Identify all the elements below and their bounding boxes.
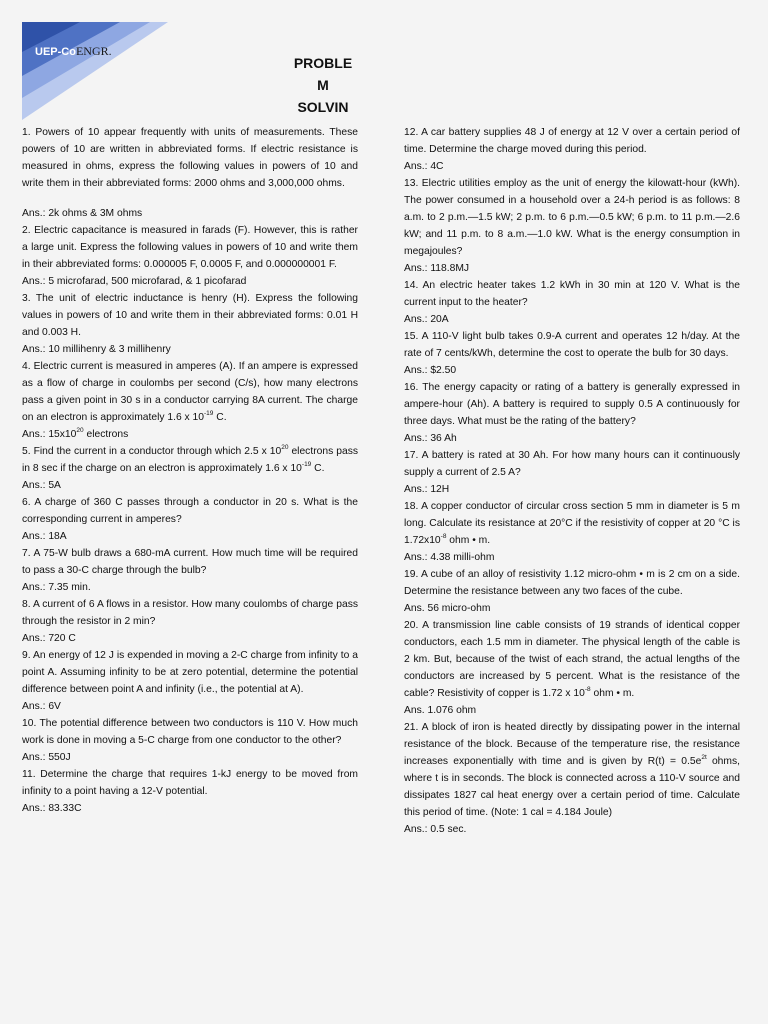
question-1: 1. Powers of 10 appear frequently with units of measurements. These powers of 10 are written in abbreviated forms. If electric resistance is measured in ohms, express the following values in powers of 10 and write them in their abbreviated forms: 2000 ohms and 3,000,000 ohms.	[22, 127, 358, 189]
question-21-text: 21. A block of iron is heated directly by dissipating power in the internal resistance of the block. Because of the temperature rise, the resistance increases exponentially with time and is given by R(t) = 0.5e	[404, 722, 740, 767]
answer-20: Ans. 1.076 ohm	[404, 705, 477, 716]
question-7: 7. A 75-W bulb draws a 680-mA current. How much time will be required to pass a 30-C charge through the bulb?	[22, 548, 358, 576]
logo-text-secondary: ENGR.	[75, 44, 112, 58]
question-10: 10. The potential difference between two conductors is 110 V. How much work is done in moving a 5-C charge from one conductor to the other?	[22, 718, 358, 746]
question-8: 8. A current of 6 A flows in a resistor. How many coulombs of charge pass through the resistor in 2 min?	[22, 599, 358, 627]
logo-text-primary: UEP-Co	[35, 46, 76, 58]
answer-1: Ans.: 2k ohms & 3M ohms	[22, 208, 143, 219]
question-20	[404, 617, 740, 702]
answer-5: Ans.: 5A	[22, 480, 61, 491]
answer-18: Ans.: 4.38 milli-ohm	[404, 552, 495, 563]
question-5	[22, 443, 358, 477]
question-4	[22, 358, 358, 426]
question-17: 17. A battery is rated at 30 Ah. For how many hours can it continuously supply a current of 2.5 A?	[404, 450, 740, 478]
answer-9: Ans.: 6V	[22, 701, 61, 712]
question-16: 16. The energy capacity or rating of a battery is generally expressed in ampere-hour (Ah). A battery is required to supply 0.5 A continuously for three days. What must be the rating of the battery?	[404, 382, 740, 427]
question-13: 13. Electric utilities employ as the unit of energy the kilowatt-hour (kWh). The power consumed in a household over a 24-h period is as follows: 8 a.m. to 2 p.m.—1.5 kW; 2 p.m. to 6 p.m.—0.5 kW; 6 p.m. to 11 p.m.—2.6 kW; and 11 p.m. to 8 a.m.—1.0 kW. What is the energy consumption in megajoules?	[404, 178, 740, 257]
question-21-text-end: ohms, where t is in seconds. The block is connected across a 110-V source and dissipates 1827 cal heat energy over a certain period of time. Calculate this period of time. (Note: 1 cal = 4.184 Joule)	[404, 756, 740, 818]
question-6: 6. A charge of 360 C passes through a conductor in 20 s. What is the corresponding current in amperes?	[22, 497, 358, 525]
question-4-text-end: C.	[213, 412, 227, 423]
question-19: 19. A cube of an alloy of resistivity 1.12 micro-ohm • m is 2 cm on a side. Determine the resistance between any two faces of the cube.	[404, 569, 740, 597]
answer-7: Ans.: 7.35 min.	[22, 582, 91, 593]
answer-16: Ans.: 36 Ah	[404, 433, 457, 444]
question-5-text-mid: electrons pass in 8 sec if the charge on an electron is approximately 1.6 x 10	[22, 446, 358, 474]
question-21	[404, 719, 740, 821]
answer-12: Ans.: 4C	[404, 161, 444, 172]
question-14: 14. An electric heater takes 1.2 kWh in 30 min at 120 V. What is the current input to the heater?	[404, 280, 740, 308]
question-5-text-end: C.	[311, 463, 325, 474]
answer-2: Ans.: 5 microfarad, 500 microfarad, & 1 picofarad	[22, 276, 247, 287]
answer-4-text: Ans.: 15x10	[22, 429, 77, 440]
question-18	[404, 498, 740, 549]
answer-4-exponent: 20	[76, 427, 84, 434]
question-3: 3. The unit of electric inductance is henry (H). Express the following values in powers of 10 and write them in their abbreviated forms: 0.01 H and 0.003 H.	[22, 293, 358, 338]
answer-6: Ans.: 18A	[22, 531, 67, 542]
question-18-exponent: -8	[440, 533, 447, 540]
answer-17: Ans.: 12H	[404, 484, 450, 495]
question-20-text-end: ohm • m.	[590, 688, 635, 699]
question-15: 15. A 110-V light bulb takes 0.9-A current and operates 12 h/day. At the rate of 7 cents/kWh, determine the cost to operate the bulb for 30 days.	[404, 331, 740, 359]
title-line-2: M	[317, 77, 329, 93]
question-5-text: 5. Find the current in a conductor through which 2.5 x 10	[22, 446, 282, 457]
answer-21: Ans.: 0.5 sec.	[404, 824, 467, 835]
answer-10: Ans.: 550J	[22, 752, 71, 763]
question-9: 9. An energy of 12 J is expended in moving a 2-C charge from infinity to a point A. Assuming infinity to be at zero potential, determine the potential difference between point A and infinity (i.e., the potential at A).	[22, 650, 358, 695]
answer-8: Ans.: 720 C	[22, 633, 76, 644]
answer-3: Ans.: 10 millihenry & 3 millihenry	[22, 344, 171, 355]
answer-11: Ans.: 83.33C	[22, 803, 82, 814]
question-5-exponent-1: 20	[281, 444, 289, 451]
question-21-exponent: 2t	[701, 754, 707, 761]
question-2: 2. Electric capacitance is measured in farads (F). However, this is rather a large unit. Express the following values in powers of 10 and write them in their abbreviated forms: 0.000005 F, 0.0005 F, and 0.000000001 F.	[22, 225, 358, 270]
right-column	[404, 124, 740, 838]
left-column	[22, 124, 358, 817]
title-line-1: PROBLE	[293, 55, 353, 71]
question-20-text: 20. A transmission line cable consists of 19 strands of identical copper conductors, each 1.5 mm in diameter. The physical length of the cable is 2 km. But, because of the twist of each strand, the actual lengths of the conductors are increased by 5 percent. What is the resistance of the cable? Resistivity of copper is 1.72 x 10	[404, 620, 740, 699]
question-20-exponent: -8	[584, 686, 591, 693]
answer-15: Ans.: $2.50	[404, 365, 457, 376]
question-18-text: 18. A copper conductor of circular cross section 5 mm in diameter is 5 m long. Calculate its resistance at 20°C if the resistivity of copper at 20 °C is 1.72x10	[404, 501, 740, 546]
question-12: 12. A car battery supplies 48 J of energy at 12 V over a certain period of time. Determine the charge moved during this period.	[404, 127, 740, 155]
logo	[35, 44, 112, 59]
answer-19: Ans. 56 micro-ohm	[404, 603, 491, 614]
answer-14: Ans.: 20A	[404, 314, 449, 325]
question-4-exponent: -19	[204, 410, 214, 417]
header-banner	[0, 0, 190, 140]
question-11: 11. Determine the charge that requires 1-kJ energy to be moved from infinity to a point having a 12-V potential.	[22, 769, 358, 797]
question-5-exponent-2: -19	[301, 461, 312, 468]
page-title	[280, 52, 366, 118]
question-18-text-end: ohm • m.	[446, 535, 491, 546]
question-4-text: 4. Electric current is measured in amperes (A). If an ampere is expressed as a flow of charge in coulombs per second (C/s), how many electrons pass a given point in 30 s in a conductor carrying 8A current. The charge on an electron is approximately 1.6 x 10	[22, 361, 358, 423]
answer-4	[22, 426, 358, 443]
title-line-3: SOLVIN	[297, 99, 349, 115]
answer-13: Ans.: 118.8MJ	[404, 263, 470, 274]
answer-4-text-end: electrons	[83, 429, 129, 440]
